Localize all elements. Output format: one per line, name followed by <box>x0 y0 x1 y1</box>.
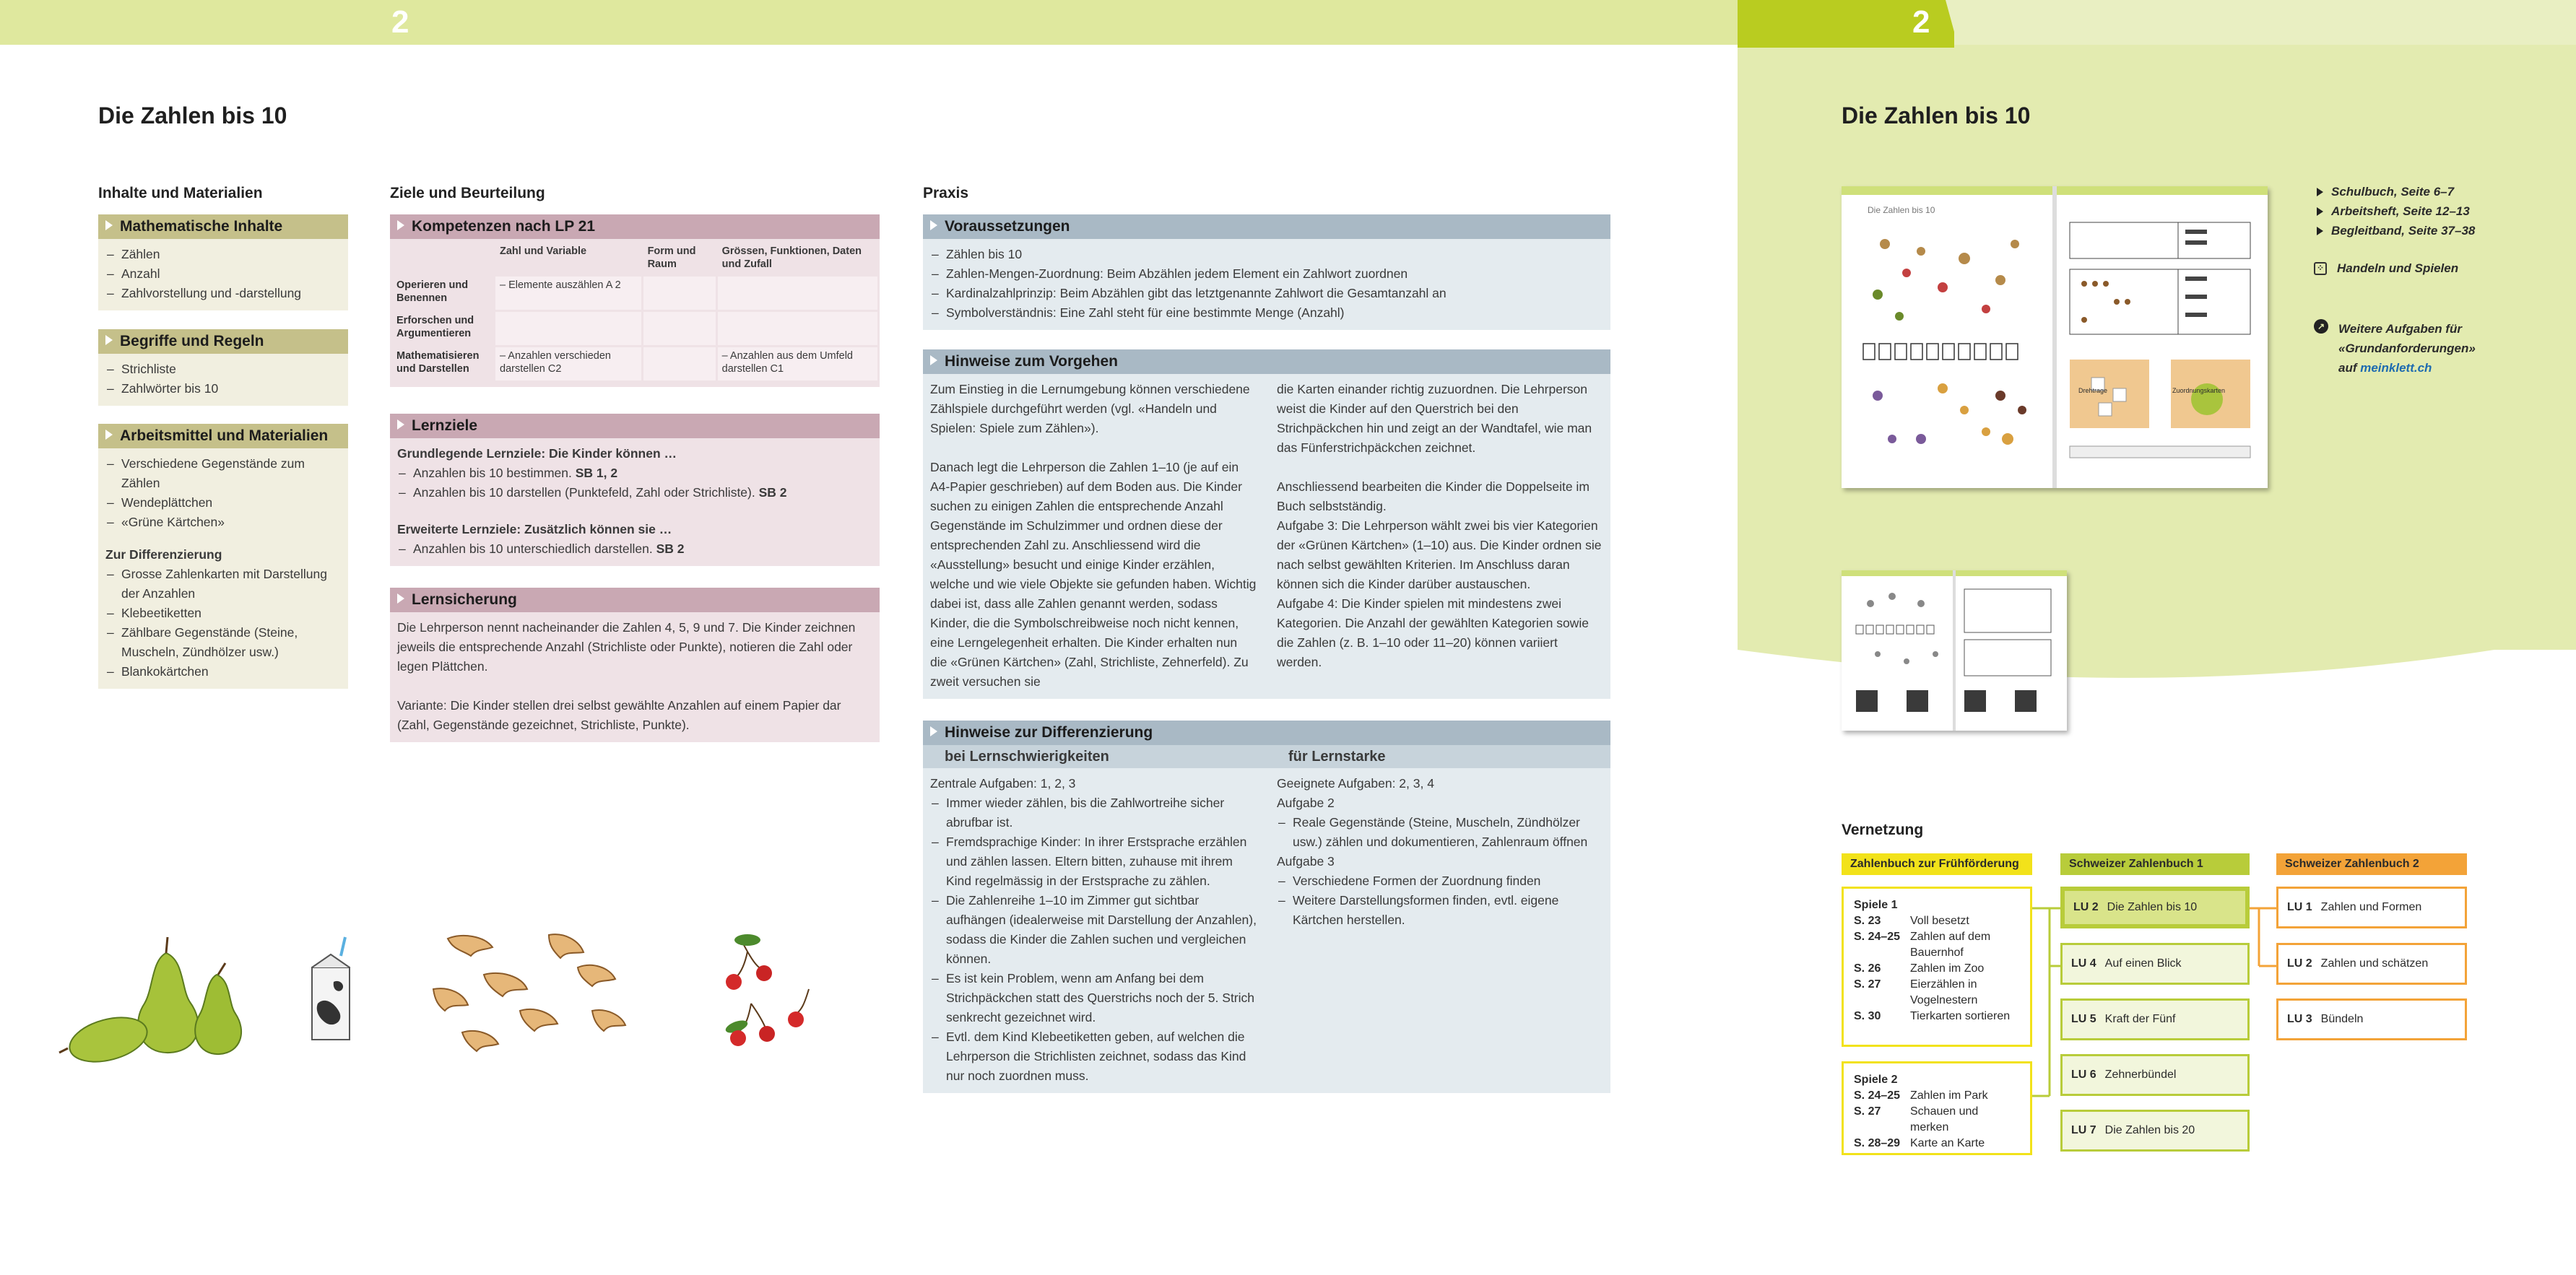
lu-box <box>2060 887 2250 928</box>
lu-box <box>2060 1110 2250 1152</box>
table-header: Form und Raum <box>647 245 696 270</box>
box-heading: Hinweise zur Differenzierung <box>945 724 1153 741</box>
list-item: – Zahlen-Mengen-Zuordnung: Beim Abzählen jedem Element ein Zahlwort zuordnen <box>930 264 1603 284</box>
box-heading: Hinweise zum Vorgehen <box>945 353 1118 370</box>
list-item: – Die Zahlenreihe 1–10 im Zimmer gut sichtbar aufhängen (idealerweise mit Darstellung der Anzahlen), sodass die Kinder die Zahlen suchen und vergleichen können. <box>930 891 1257 969</box>
weitere-aufgaben: ↗ Weitere Aufgaben für «Grundanforderungen» auf meinklett.ch <box>2314 319 2487 378</box>
table-cell: – Elemente auszählen A 2 <box>495 277 641 310</box>
table-cell: – Anzahlen aus dem Umfeld darstellen C1 <box>718 347 877 380</box>
list-item: – Zählen bis 10 <box>930 245 1603 264</box>
dice-icon: ⁘ <box>2314 262 2327 275</box>
kompetenzen-table <box>390 240 880 383</box>
list-item: – Blankokärtchen <box>105 662 341 682</box>
list-item: – Zahlvorstellung und -darstellung <box>105 284 341 303</box>
paragraph: Danach legt die Lehrperson die Zahlen 1–10 (je auf ein A4-Papier geschrieben) auf dem Boden aus. Die Kinder suchen zu einigen Zahlen die entsprechende Anzahl Gegenstände im Schulzimmer und ordnen diese der entsprechenden Zahl zu. Anschliessend wird die «Ausstellung» besucht und einige Kinder erzählen, welche und wie viele Objekte sie gefunden haben. Wichtig dabei ist, dass alle Zahlen genannt werden, sodass Kinder, die die Symbolschreibweise noch nicht kennen, eine Lerngelegenheit erhalten. Die Kinder erhalten nun die «Grünen Kärtchen» (Zahl, Strichliste, Zehnerfeld). Zu zweit versuchen sie <box>930 460 1257 689</box>
meinklett-link[interactable]: meinklett.ch <box>2360 361 2432 375</box>
lu-box <box>2276 943 2467 985</box>
page-ref: S. 26 <box>1854 962 1881 975</box>
list-item: – Fremdsprachige Kinder: In ihrer Erstsprache erzählen und zählen lassen. Eltern bitten, zuhause mit ihrem Kind regelmässig in der Erstsprache zu zählen. <box>930 832 1257 891</box>
reference-item: Begleitband, Seite 37–38 <box>2315 221 2475 240</box>
cherries-illustration <box>724 934 809 1046</box>
web-icon: ↗ <box>2314 319 2328 334</box>
list-item: – «Grüne Kärtchen» <box>105 513 341 532</box>
box-heading: Mathematische Inhalte <box>120 218 283 235</box>
col-heading-praxis: Praxis <box>923 185 969 201</box>
lu-box <box>2060 998 2250 1040</box>
page-ref: S. 24–25 <box>1854 1089 1901 1102</box>
table-cell <box>495 312 641 345</box>
list-item: – Immer wieder zählen, bis die Zahlwortreihe sicher abrufbar ist. <box>930 793 1257 832</box>
col-heading-ziele: Ziele und Beurteilung <box>390 185 545 201</box>
triangle-icon <box>397 593 404 604</box>
thumbnail-title: Die Zahlen bis 10 <box>1868 205 1935 215</box>
list-item: – Anzahl <box>105 264 341 284</box>
triangle-icon <box>397 419 404 430</box>
spiele-row <box>1854 961 2020 977</box>
table-cell <box>643 277 716 310</box>
lernsicherung-box <box>390 588 880 742</box>
list-item: – Reale Gegenstände (Steine, Muscheln, Zündhölzer usw.) zählen und dokumentieren, Zahlenraum öffnen <box>1277 813 1603 852</box>
lu-box <box>2276 998 2467 1040</box>
page-title: Die Zahlen bis 10 <box>98 103 287 129</box>
paragraph: Die Lehrperson nennt nacheinander die Zahlen 4, 5, 9 und 7. Die Kinder zeichnen jeweils die entsprechende Anzahl (Strichliste oder Punkte), notieren die Zahl oder legen Plättchen. <box>397 620 856 674</box>
vernetzung-col-heading: Schweizer Zahlenbuch 2 <box>2276 853 2467 875</box>
page-ref-title: Voll besetzt <box>1910 915 1969 927</box>
triangle-icon <box>397 220 404 230</box>
croissants-illustration <box>433 934 625 1051</box>
basic-heading: Grundlegende Lernziele: Die Kinder können … <box>397 446 677 461</box>
page-ref: S. 28–29 <box>1854 1137 1901 1149</box>
intro: Zentrale Aufgaben: 1, 2, 3 <box>930 776 1076 791</box>
right-page-number: 2 <box>1912 4 1930 40</box>
spiele-row <box>1854 1009 2020 1024</box>
lu-number: LU 6 <box>2071 1069 2096 1081</box>
list-item: – Klebeetiketten <box>105 604 341 623</box>
page-ref-title: Eierzählen in Vogelnestern <box>1910 978 1978 1006</box>
lu-title: Zehnerbündel <box>2104 1069 2177 1081</box>
list-item: – Kardinalzahlprinzip: Beim Abzählen gibt das letztgenannte Zahlwort die Gesamtanzahl an <box>930 284 1603 303</box>
thumbnail-label: Zuordnungskarten <box>2172 387 2226 394</box>
box-heading: Arbeitsmittel und Materialien <box>120 427 329 444</box>
lu-number: LU 3 <box>2287 1013 2312 1025</box>
list-item: – Verschiedene Gegenstände zum Zählen <box>105 454 341 493</box>
left-page-number: 2 <box>391 4 409 40</box>
spiele2-box <box>1842 1061 2032 1155</box>
paragraph: Zum Einstieg in die Lernumgebung können verschiedene Zählspiele durchgeführt werden (vgl. «Handeln und Spielen: Spiele zum Zählen»). <box>930 382 1250 435</box>
reference-item: Arbeitsheft, Seite 12–13 <box>2315 201 2475 221</box>
list-item: – Symbolverständnis: Eine Zahl steht für eine bestimmte Menge (Anzahl) <box>930 303 1603 323</box>
list-item: – Anzahlen bis 10 unterschiedlich darstellen. SB 2 <box>397 539 872 559</box>
lu-title: Bündeln <box>2320 1013 2364 1025</box>
table-cell <box>718 277 877 310</box>
lu-title: Zahlen und schätzen <box>2320 957 2429 970</box>
spiele-row <box>1854 977 2020 1009</box>
paragraph: Variante: Die Kinder stellen drei selbst gewählte Anzahlen auf einem Papier dar (Zahl, Gegenstände gezeichnet, Strichliste, Punkte). <box>397 698 841 732</box>
table-cell <box>718 312 877 345</box>
triangle-icon <box>105 335 113 345</box>
page-ref: S. 24–25 <box>1854 931 1901 943</box>
kompetenzen-box <box>390 214 880 387</box>
handeln-spielen: ⁘ Handeln und Spielen <box>2314 261 2458 276</box>
lu-box <box>2060 943 2250 985</box>
list-item: – Verschiedene Formen der Zuordnung finden <box>1277 871 1603 891</box>
lu-title: Die Zahlen bis 20 <box>2104 1124 2195 1136</box>
box-heading: Lernziele <box>412 417 478 434</box>
triangle-icon <box>930 726 937 736</box>
list-item: – Zählbare Gegenstände (Steine, Muscheln, Zündhölzer usw.) <box>105 623 341 662</box>
page-ref-title: Zahlen im Park <box>1910 1089 1988 1102</box>
thumbnail-label: Drehtrage <box>2078 387 2108 394</box>
aufgabe-label: Aufgabe 3 <box>1277 854 1335 869</box>
table-row <box>392 277 877 310</box>
differenzierung-subheader <box>923 745 1610 768</box>
table-cell <box>643 347 716 380</box>
spiele-title: Spiele 2 <box>1854 1074 1898 1086</box>
triangle-icon <box>930 220 937 230</box>
lu-number: LU 7 <box>2071 1124 2096 1136</box>
hinweise-vorgehen-box <box>923 349 1610 699</box>
row-label: Erforschen und Argumentieren <box>396 315 474 339</box>
vernetzung-heading: Vernetzung <box>1842 822 1924 838</box>
list-item: – Weitere Darstellungsformen finden, evtl. eigene Kärtchen herstellen. <box>1277 891 1603 930</box>
page-ref: S. 23 <box>1854 915 1881 927</box>
lu-box <box>2276 887 2467 928</box>
lu-title: Kraft der Fünf <box>2104 1013 2176 1025</box>
spiele-row <box>1854 929 2020 961</box>
schulbuch-thumbnail <box>1842 186 2268 488</box>
page-ref-title: Zahlen auf dem Bauernhof <box>1910 931 1991 959</box>
list-item: – Strichliste <box>105 360 341 379</box>
col-heading-inhalte: Inhalte und Materialien <box>98 185 263 201</box>
reference-item: Schulbuch, Seite 6–7 <box>2315 182 2475 201</box>
lu-title: Auf einen Blick <box>2104 957 2182 970</box>
table-cell <box>643 312 716 345</box>
list-item: – Grosse Zahlenkarten mit Darstellung der Anzahlen <box>105 565 341 604</box>
illustration-objects <box>58 931 845 1076</box>
voraussetzungen-box <box>923 214 1610 330</box>
box-heading: Kompetenzen nach LP 21 <box>412 218 596 235</box>
reference-list <box>2315 182 2475 240</box>
header-wave <box>0 29 1738 53</box>
list-item: – Evtl. dem Kind Klebeetiketten geben, auf welchen die Lehrperson die Strichlisten zeichnet, sodass das Kind nur noch zuordnen muss. <box>930 1027 1257 1086</box>
aufgabe-label: Aufgabe 2 <box>1277 796 1335 810</box>
page-ref: S. 30 <box>1854 1010 1881 1022</box>
lu-number: LU 5 <box>2071 1013 2096 1025</box>
lu-title: Zahlen und Formen <box>2320 901 2422 913</box>
subheading: bei Lernschwierigkeiten <box>945 749 1109 765</box>
list-item: – Zählen <box>105 245 341 264</box>
vernetzung-col-heading: Schweizer Zahlenbuch 1 <box>2060 853 2250 875</box>
box-heading: Voraussetzungen <box>945 218 1070 235</box>
intro: Geeignete Aufgaben: 2, 3, 4 <box>1277 776 1434 791</box>
subheading: für Lernstarke <box>1288 749 1386 765</box>
list-item: – Anzahlen bis 10 darstellen (Punktefeld, Zahl oder Strichliste). SB 2 <box>397 483 872 502</box>
table-header: Grössen, Funktionen, Daten und Zufall <box>721 245 862 270</box>
lu-box <box>2060 1054 2250 1096</box>
spiele-row <box>1854 1136 2020 1152</box>
diff-heading: Zur Differenzierung <box>105 547 222 562</box>
list-item: – Es ist kein Problem, wenn am Anfang bei dem Strichpäckchen statt des Querstrichs noch der 5. Strich senkrecht gezeichnet wird. <box>930 969 1257 1027</box>
triangle-icon <box>930 355 937 365</box>
list-item: – Zahlwörter bis 10 <box>105 379 341 399</box>
triangle-icon <box>105 220 113 230</box>
lu-number: LU 4 <box>2071 957 2096 970</box>
spiele-row <box>1854 1104 2020 1136</box>
spiele-title: Spiele 1 <box>1854 899 1898 911</box>
spiele-row <box>1854 1088 2020 1104</box>
page-ref-title: Schauen und merken <box>1910 1105 1979 1133</box>
lu-title: Die Zahlen bis 10 <box>2107 901 2198 913</box>
lu-number: LU 2 <box>2073 901 2099 913</box>
triangle-icon <box>105 430 113 440</box>
page-ref: S. 27 <box>1854 978 1881 991</box>
spiele-row <box>1854 913 2020 929</box>
arbeitsheft-thumbnail <box>1842 570 2067 731</box>
begriffe-box <box>98 329 348 406</box>
page-ref-title: Zahlen im Zoo <box>1910 962 1985 975</box>
table-row <box>392 347 877 380</box>
page-ref-title: Karte an Karte <box>1910 1137 1985 1149</box>
lu-number: LU 1 <box>2287 901 2312 913</box>
table-row <box>392 312 877 345</box>
milk-carton-illustration <box>312 937 350 1040</box>
page-ref: S. 27 <box>1854 1105 1881 1118</box>
arbeitsmittel-box <box>98 424 348 689</box>
box-heading: Begriffe und Regeln <box>120 333 264 349</box>
spiele1-box <box>1842 887 2032 1047</box>
math-inhalte-box <box>98 214 348 310</box>
table-cell: – Anzahlen verschieden darstellen C2 <box>495 347 641 380</box>
list-item: – Wendeplättchen <box>105 493 341 513</box>
paragraph: die Karten einander richtig zuzuordnen. Die Lehrperson weist die Kinder auf den Querstrich bei den Strichpäckchen hin und zeigt an der Wandtafel, wie man das Fünferstrichpäckchen zeichnet. <box>1277 382 1592 455</box>
lu-number: LU 2 <box>2287 957 2312 970</box>
row-label: Mathematisieren und Darstellen <box>396 350 480 375</box>
ext-heading: Erweiterte Lernziele: Zusätzlich können sie … <box>397 522 672 536</box>
vernetzung-col-heading: Zahlenbuch zur Frühförderung <box>1842 853 2032 875</box>
list-item: – Anzahlen bis 10 bestimmen. SB 1, 2 <box>397 464 872 483</box>
right-page-title: Die Zahlen bis 10 <box>1842 103 2031 129</box>
pears-illustration <box>59 937 241 1069</box>
row-label: Operieren und Benennen <box>396 279 469 304</box>
page-ref-title: Tierkarten sortieren <box>1910 1010 2011 1022</box>
table-header: Zahl und Variable <box>500 245 587 257</box>
differenzierung-box <box>923 721 1610 1093</box>
paragraph: Anschliessend bearbeiten die Kinder die Doppelseite im Buch selbstständig. Aufgabe 3: Die Lehrperson wählt zwei bis vier Kategorien der «Grünen Kärtchen» (1–10) aus. Die Kinder ordnen sie nach selbst gewählten Kriterien. Im Anschluss daran können sich die Kinder darüber austauschen. Aufgabe 4: Die Kinder spielen mit mindestens zwei Kategorien. Die Anzahl der gewählten Kategorien sowie die Zahlen (z. B. 1–10 oder 11–20) können variiert werden. <box>1277 479 1602 669</box>
lernziele-box <box>390 414 880 566</box>
box-heading: Lernsicherung <box>412 591 517 608</box>
